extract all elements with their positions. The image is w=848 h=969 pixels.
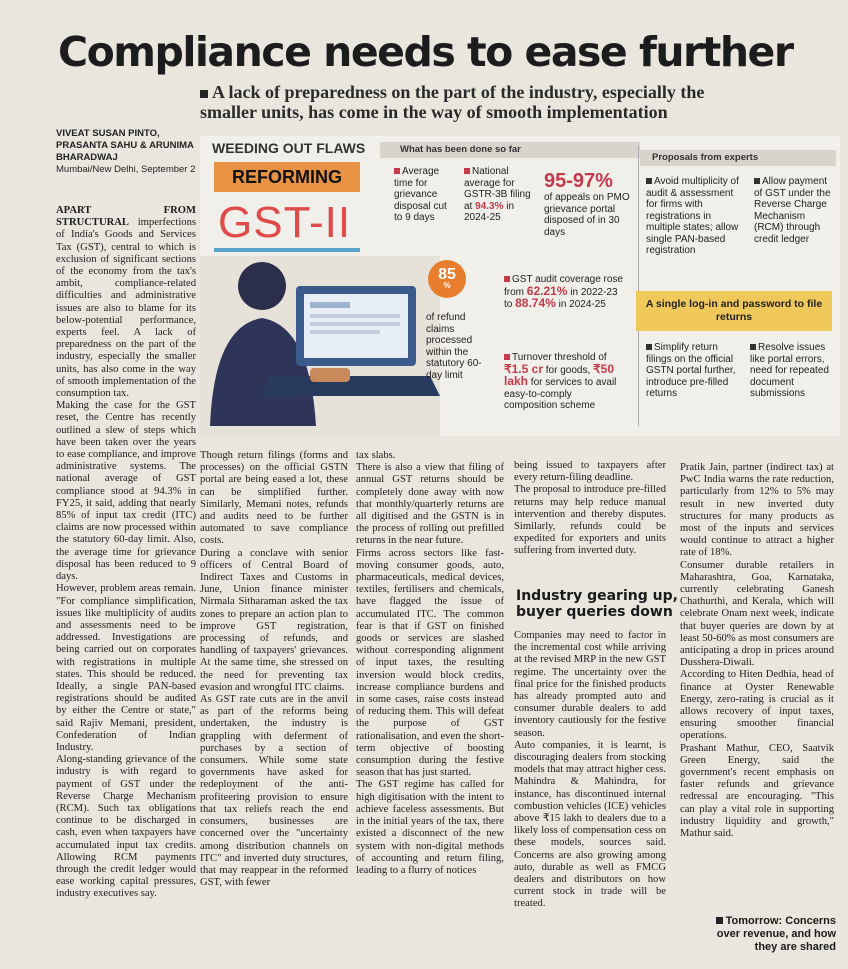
- article-column-4b: Companies may need to factor in the incremental cost while arriving at the revised MRP in the new GST regime. The uncertainty over the final price for the finished products has already prompted auto and consumer durable dealers to add inventory cautiously for the festive season. Auto companies, it is learnt, is discouraging dealers from stocking models that may attract higher cess. Mahindra & Mahindra, for instance, has discontinued internal combustion vehicles (ICE) vehicles above ₹15 lakh to dealers due to a likely loss of compensation cess on these models, sources said. Concerns are also growing among auto, durable as well as FMCG dealers and distributors on how current stock in trade will be treated.: [514, 630, 666, 910]
- tomorrow-text: Tomorrow: Concerns over revenue, and how they are shared: [716, 915, 836, 953]
- byline-authors: VIVEAT SUSAN PINTO, PRASANTA SAHU & ARUNIMA BHARADWAJ: [56, 128, 194, 163]
- stat-gstr3b-post: in 2024-25: [464, 200, 515, 223]
- stat-composition: [504, 352, 626, 412]
- headline: Compliance needs to ease further: [58, 28, 793, 76]
- article-column-1: [56, 205, 196, 925]
- refund-percent-unit: %: [443, 281, 451, 290]
- lead-in: APART FROM STRUCTURAL: [56, 205, 196, 229]
- stat-composition-post: for services to avail easy-to-comply composition scheme: [504, 377, 617, 411]
- byline: [56, 128, 206, 176]
- done-header: What has been done so far: [400, 144, 521, 155]
- stat-gstr3b-pre: National average for GSTR-3B filing at: [464, 166, 531, 212]
- stat-pmo-num: 95-97%: [544, 170, 613, 192]
- byline-dateline: Mumbai/New Delhi, September 2: [56, 164, 196, 175]
- stat-audit: [504, 274, 626, 311]
- proposal-portal-text: Resolve issues like portal errors, need for repeated document submissions: [750, 342, 829, 399]
- article-column-3: tax slabs. There is also a view that filing of annual GST returns should be completely done away with now that monthly/quarterly returns are all digitised and the GSTN is in the process of rolling out prefilled returns in the near future. Firms across sectors like fast-moving consumer goods, auto, pharmaceuticals, medical devices, textiles, fertilisers and chemicals, have flagged the issue of accumulated ITC. The common fear is that if GST on finished goods or services are slashed without corresponding alignment of input taxes, the resulting inversion would block credits, increase compliance burdens and in some cases, raise costs instead of reducing them. This will defeat the purpose of GST rationalisation, and even the short-term objective of boosting consumption during the festive season that has just started. The GST regime has called for high digitisation with the intent to achieve faceless assessments. But in the initial years of the tax, there existed a disconnect of the new system with non-digital methods of accounting and return filing, leading to a flurry of notices: [356, 450, 504, 876]
- subhead-text: A lack of preparedness on the part of the industry, especially the smaller units, has come in the way of smooth implementation: [200, 82, 705, 122]
- square-icon: [750, 344, 756, 350]
- stat-refund: of refund claims processed within the statutory 60-day limit: [426, 312, 482, 381]
- square-icon: [716, 917, 723, 924]
- refund-percent-num: 85: [438, 266, 456, 283]
- subhead: [200, 82, 760, 122]
- stat-audit-post: in 2024-25: [558, 299, 606, 310]
- proposal-audit: [646, 176, 746, 257]
- stat-composition-mid: for goods,: [545, 364, 591, 376]
- square-icon: [646, 344, 652, 350]
- refund-percent-badge: [428, 260, 466, 298]
- infographic: [200, 136, 840, 436]
- stat-composition-num1: ₹1.5 cr: [504, 361, 543, 376]
- tomorrow-teaser: [706, 915, 836, 954]
- proposal-audit-text: Avoid multiplicity of audit & assessment for firms with registrations in multiple states; allow single PAN-based registration: [646, 176, 739, 256]
- person-at-laptop-illustration: [200, 256, 440, 436]
- divider: [638, 146, 639, 426]
- stat-grievance: [394, 166, 454, 224]
- article-column-5: Pratik Jain, partner (indirect tax) at PwC India warns the rate reduction, particularly from 12% to 5% may result in new inverted duty structures for many products as most of the inputs and services would continue to attract a higher rate of 18%. Consumer durable retailers in Maharashtra, Goa, Karnataka, currently celebrating Ganesh Chathurthi, and Kerala, which will celebrate Onam next week, indicate that buyer queries are down by at least 50-60% as most consumers are anticipating a drop in prices around Dusshera-Diwali. According to Hiten Dedhia, head of finance at Oyster Renewable Energy, zero-rating is crucial as it allows recovery of input taxes, ensuring smoother financial operations. Prashant Mathur, CEO, Saatvik Green Energy, said the government's recent emphasis on faster refunds and grievance redressal are encouraging. "This can play a vital role in supporting industry liquidity and growth," Mathur said.: [680, 462, 834, 840]
- square-icon: [754, 178, 760, 184]
- stat-audit-pre: GST audit coverage rose from: [504, 274, 623, 298]
- proposal-rcm-text: Allow payment of GST under the Reverse Charge Mechanism (RCM) through credit ledger: [754, 176, 831, 245]
- article-column-2: Though return filings (forms and processes) on the official GSTN portal are being eased a lot, these can be simplified further. Similarly, Memani notes, refunds and audits need to be further automated to save compliance costs. During a conclave with senior officers of Central Board of Indirect Taxes and Customs in June, Union finance minister Nirmala Sitharaman asked the tax zones to prepare an action plan to improve GST registration, processing of refunds, and handling of taxpayers' grievances. At the same time, she stressed on the need for preventing tax evasion and wrongful ITC claims. As GST rate cuts are in the anvil as part of the reforms being undertaken, the industry is grappling with deferment of purchases by a section of consumers. While some state governments have asked for redeployment of the anti-profiteering provision to ensure that tax reliefs reach the end consumers, businesses are concerned over the "uncertainty among distribution channels on ITC" and inverted duty structures, that may reappear in the reformed GST, with fewer: [200, 450, 348, 889]
- article-column-4a: being issued to taxpayers after every return-filing deadline. The proposal to introduce pre-filled returns may help reduce manual intervention and thereby disputes. Similarly, refunds could be expedited for exporters and units suffering from inverted duty.: [514, 460, 666, 557]
- stat-gstr3b: [464, 166, 536, 224]
- stat-pmo: [544, 170, 636, 238]
- bullet-icon: [200, 90, 208, 98]
- graphic-title: WEEDING OUT FLAWS: [212, 140, 366, 156]
- proposal-single-login: A single log-in and password to file returns: [636, 291, 832, 331]
- stat-audit-num2: 88.74%: [515, 296, 556, 310]
- proposal-returns: [646, 342, 744, 400]
- square-icon: [504, 354, 510, 360]
- graphic-rule: [214, 248, 360, 252]
- crosshead: Industry gearing up, buyer queries down: [516, 588, 678, 620]
- stat-audit-mid: in 2022-23 to: [504, 286, 618, 310]
- stat-composition-num2: ₹50 lakh: [504, 361, 615, 388]
- stat-grievance-text: Average time for grievance disposal cut to 9 days: [394, 166, 447, 223]
- stat-audit-num1: 62.21%: [526, 283, 568, 298]
- proposals-header: Proposals from experts: [652, 152, 759, 163]
- square-icon: [464, 168, 470, 174]
- col1-body: imperfections of India's Goods and Services Tax (GST), central to which is exclusion of significant sections of the economy from the tax's ambit, compliance-related difficulties and administrative issues are also to blame for its below-potential performance, experts feel. A lack of preparedness on the part of the industry, especially the smaller units, has also come in the way of smooth implementation of the consumption tax. Making the case for the GST reset, the Centre has recently outlined a slew of steps which have been taken over the years to ease compliance, and improve administrative systems. The national average of GST compliance stood at 94.3% in FY25, it said, adding that nearly 85% of input tax credit (ITC) claims are now processed within the statutory 60-day limit. Also, the average time for grievance disposal has been reduced to 9 days. However, problem areas remain. "For compliance simplification, issues like multiplicity of audits and assessments need to be addressed. Investigations are being carried out on corporates with registrations in multiple states. This should be reduced. Ideally, a single PAN-based registrations should be audited by either the Centre or state," said Rajiv Memani, president, Confederation of Indian Industry. Along-standing grievance of the industry is with regard to payment of GST under the Reverse Charge Mechanism (RCM). Such tax obligations continue to be discharged in cash, even when taxpayers have accumulated input tax credits. Allowing RCM payments through the credit ledger would ease working capital pressures, industry executives say.: [56, 217, 196, 900]
- stat-composition-pre: Turnover threshold of: [512, 352, 607, 363]
- proposal-portal: [750, 342, 836, 400]
- square-icon: [394, 168, 400, 174]
- square-icon: [504, 276, 510, 282]
- stat-pmo-text: of appeals on PMO grievance portal disposed of in 30 days: [544, 192, 630, 238]
- stat-gstr3b-num: 94.3%: [475, 200, 504, 212]
- proposal-returns-text: Simplify return filings on the official GSTN portal further, introduce pre-filled returns: [646, 342, 736, 399]
- proposal-rcm: [754, 176, 836, 245]
- graphic-kicker: REFORMING: [214, 162, 360, 192]
- graphic-series: GST-II: [218, 198, 352, 247]
- square-icon: [646, 178, 652, 184]
